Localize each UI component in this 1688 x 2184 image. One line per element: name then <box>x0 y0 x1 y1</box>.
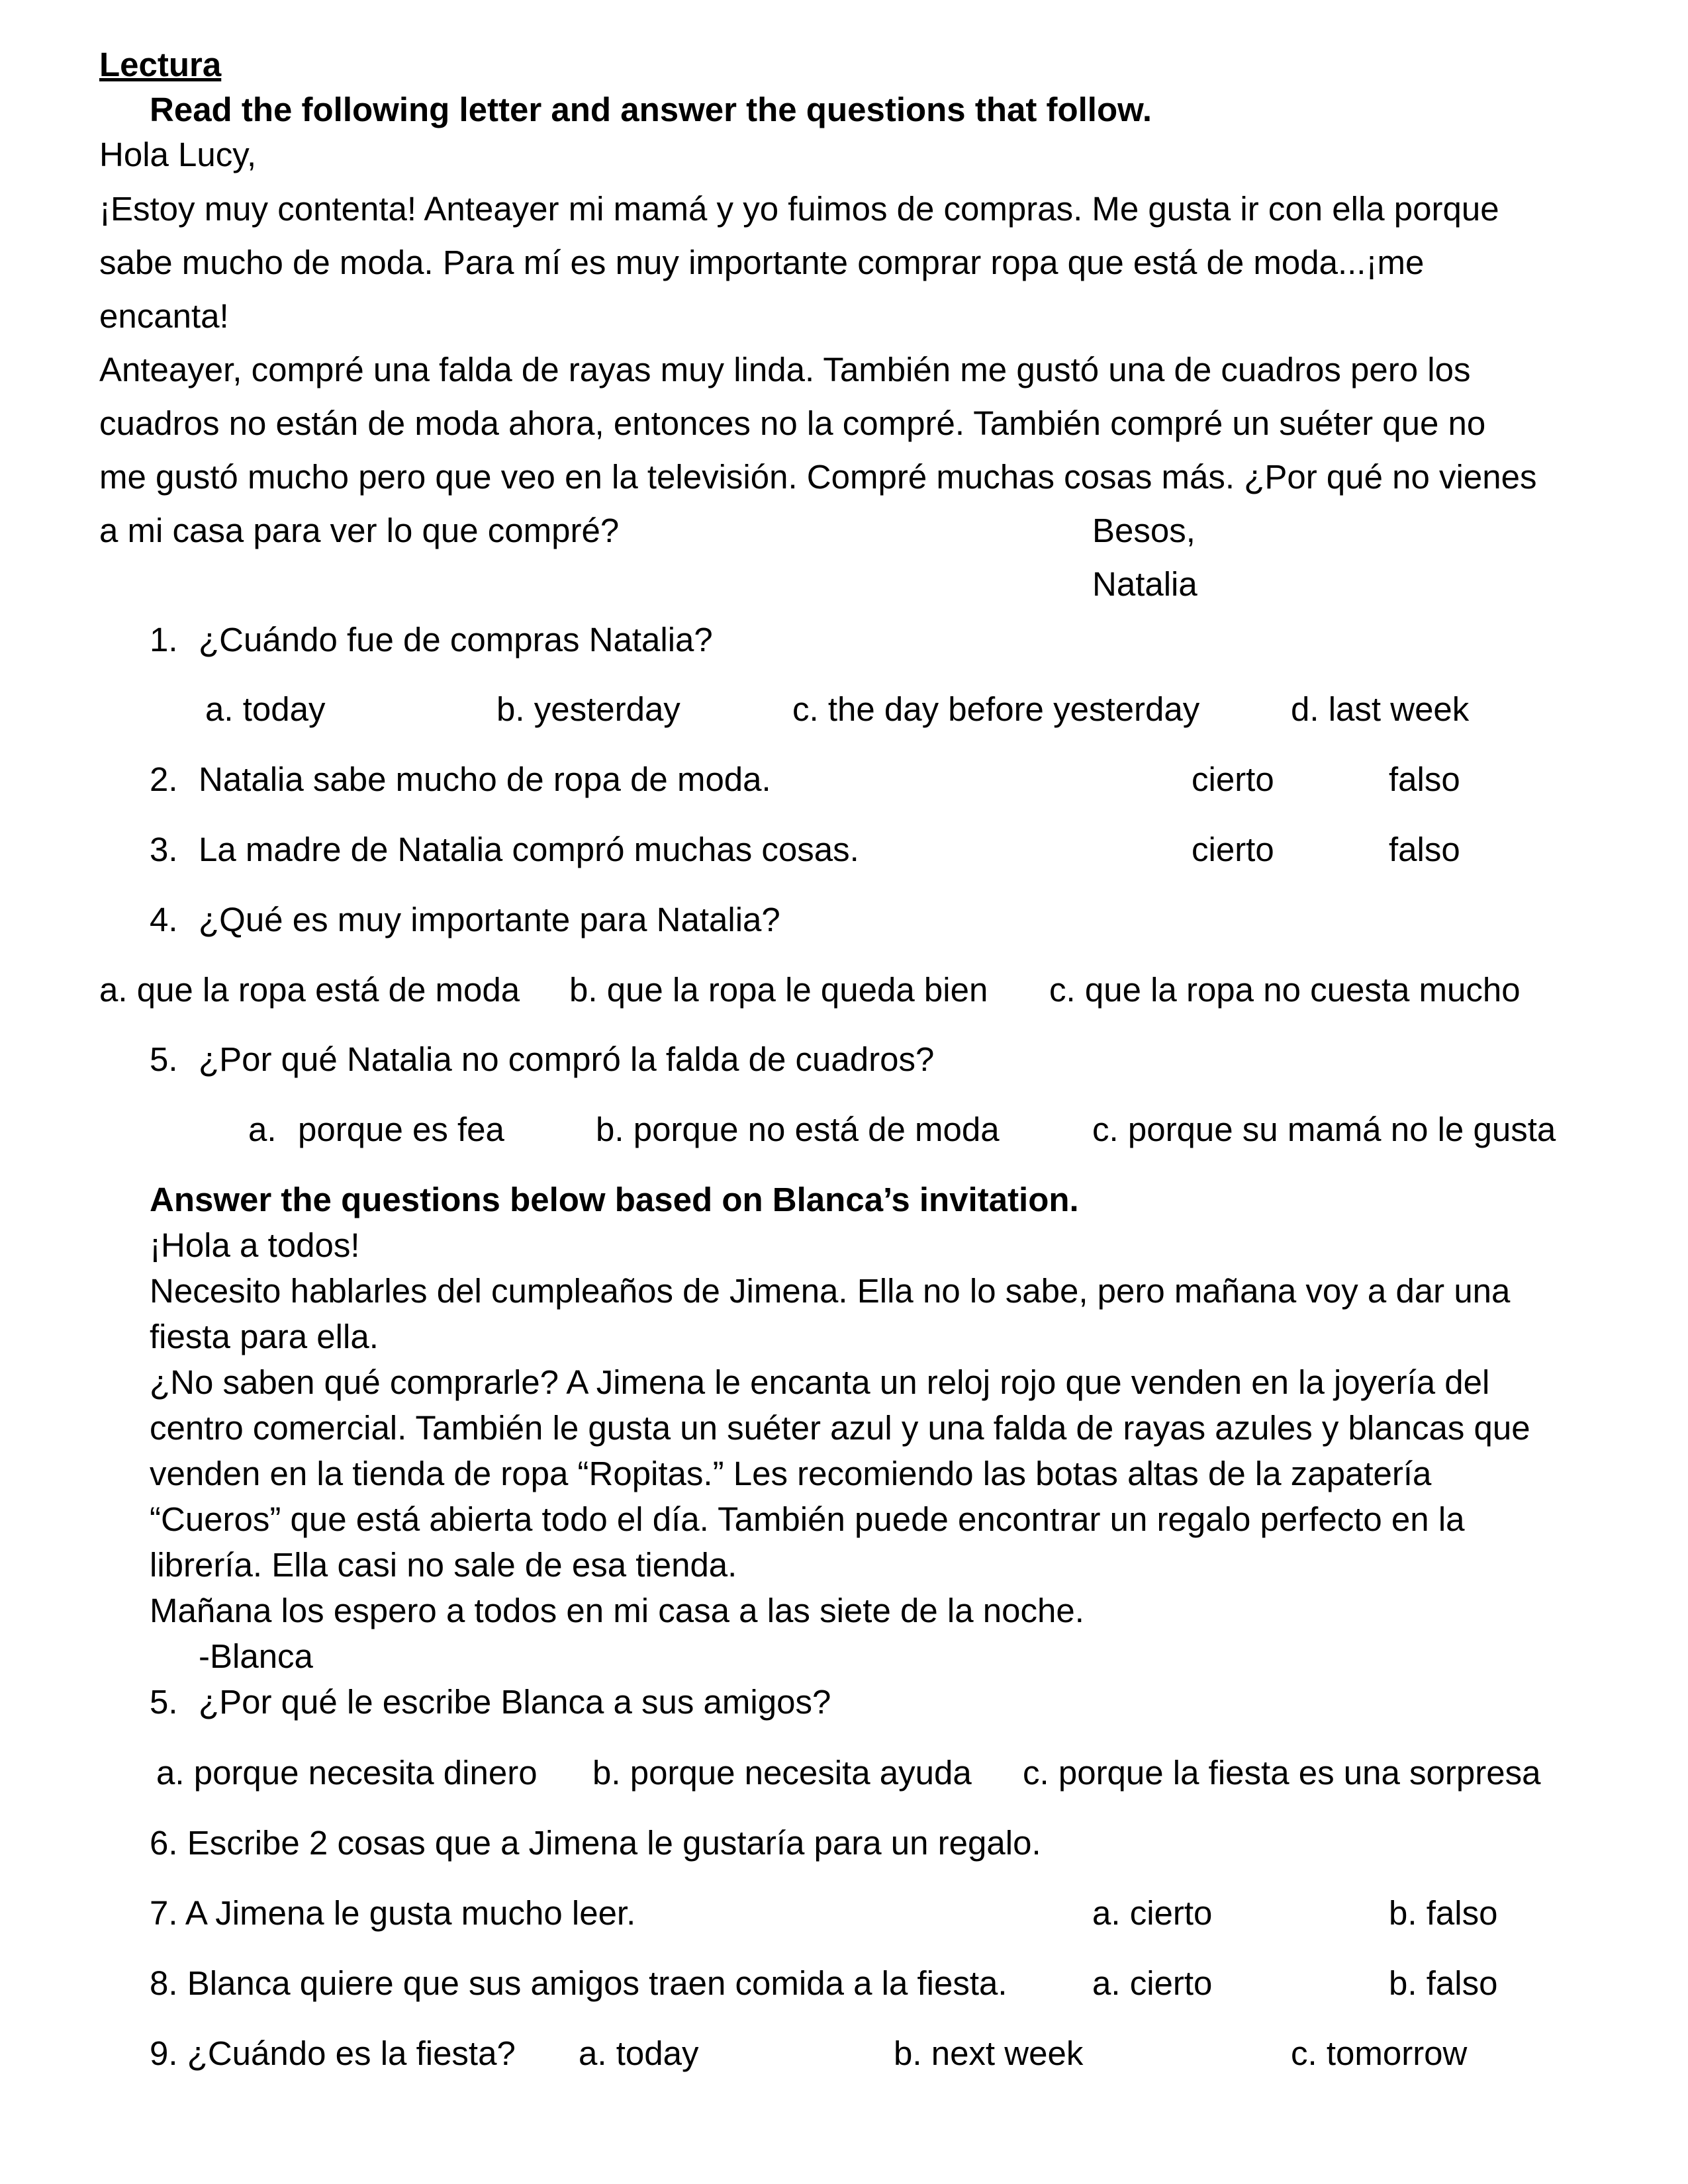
answer-option-letter: a. <box>248 1111 277 1148</box>
answer-option: porque es fea <box>298 1111 504 1148</box>
invitation-line: fiesta para ella. <box>150 1318 379 1355</box>
answer-option: a. cierto <box>1092 1894 1213 1932</box>
answer-option: a. que la ropa está de moda <box>99 971 520 1009</box>
answer-option: c. porque su mamá no le gusta <box>1092 1111 1556 1148</box>
invitation-signature: -Blanca <box>199 1637 313 1675</box>
instruction-letter: Read the following letter and answer the questions that follow. <box>150 91 1152 128</box>
question-text: 6. Escribe 2 cosas que a Jimena le gustaría para un regalo. <box>150 1824 1041 1862</box>
answer-option: b. yesterday <box>496 690 680 728</box>
question-number: 1. <box>150 621 178 659</box>
question-text: ¿Por qué le escribe Blanca a sus amigos? <box>199 1683 831 1721</box>
answer-option: b. falso <box>1389 1894 1498 1932</box>
invitation-line: centro comercial. También le gusta un suéter azul y una falda de rayas azules y blancas que <box>150 1409 1530 1447</box>
answer-option: b. porque necesita ayuda <box>592 1754 972 1792</box>
letter-signature: Natalia <box>1092 565 1197 603</box>
answer-cierto: cierto <box>1192 760 1274 798</box>
invitation-line: Necesito hablarles del cumpleaños de Jimena. Ella no lo sabe, pero mañana voy a dar una <box>150 1272 1511 1310</box>
answer-option: b. porque no está de moda <box>596 1111 1000 1148</box>
answer-option: a. porque necesita dinero <box>156 1754 538 1792</box>
letter-line: me gustó mucho pero que veo en la televisión. Compré muchas cosas más. ¿Por qué no vienes <box>99 458 1537 496</box>
answer-option: a. cierto <box>1092 1964 1213 2002</box>
letter-line: a mi casa para ver lo que compré? <box>99 512 620 549</box>
answer-option: b. next week <box>894 2034 1084 2072</box>
answer-falso: falso <box>1389 831 1460 868</box>
invitation-line: “Cueros” que está abierta todo el día. También puede encontrar un regalo perfecto en la <box>150 1500 1465 1538</box>
question-text: ¿Cuándo fue de compras Natalia? <box>199 621 713 659</box>
question-number: 4. <box>150 901 178 938</box>
answer-option: d. last week <box>1291 690 1470 728</box>
answer-option: a. today <box>205 690 326 728</box>
invitation-line: Mañana los espero a todos en mi casa a las siete de la noche. <box>150 1592 1084 1629</box>
letter-closing: Besos, <box>1092 512 1196 549</box>
invitation-greeting: ¡Hola a todos! <box>150 1226 360 1264</box>
question-number: 3. <box>150 831 178 868</box>
letter-line: cuadros no están de moda ahora, entonces no la compré. También compré un suéter que no <box>99 404 1486 442</box>
question-text: ¿Qué es muy importante para Natalia? <box>199 901 780 938</box>
answer-option: b. que la ropa le queda bien <box>569 971 988 1009</box>
invitation-line: venden en la tienda de ropa “Ropitas.” Les recomiendo las botas altas de la zapatería <box>150 1455 1432 1492</box>
invitation-line: librería. Ella casi no sale de esa tienda. <box>150 1546 737 1584</box>
answer-option: a. today <box>579 2034 699 2072</box>
answer-option: b. falso <box>1389 1964 1498 2002</box>
answer-falso: falso <box>1389 760 1460 798</box>
question-text: 9. ¿Cuándo es la fiesta? <box>150 2034 516 2072</box>
answer-option: c. the day before yesterday <box>792 690 1200 728</box>
letter-line: encanta! <box>99 297 229 335</box>
question-text: Natalia sabe mucho de ropa de moda. <box>199 760 771 798</box>
letter-line: ¡Estoy muy contenta! Anteayer mi mamá y yo fuimos de compras. Me gusta ir con ella porque <box>99 190 1499 228</box>
question-text: 8. Blanca quiere que sus amigos traen comida a la fiesta. <box>150 1964 1008 2002</box>
question-text: La madre de Natalia compró muchas cosas. <box>199 831 859 868</box>
answer-option: c. que la ropa no cuesta mucho <box>1049 971 1521 1009</box>
letter-line: Anteayer, compré una falda de rayas muy linda. También me gustó una de cuadros pero los <box>99 351 1471 388</box>
question-text: ¿Por qué Natalia no compró la falda de cuadros? <box>199 1040 935 1078</box>
letter-line: sabe mucho de moda. Para mí es muy importante comprar ropa que está de moda...¡me <box>99 244 1425 281</box>
question-text: 7. A Jimena le gusta mucho leer. <box>150 1894 636 1932</box>
question-number: 5. <box>150 1040 178 1078</box>
answer-option: c. tomorrow <box>1291 2034 1468 2072</box>
question-number: 2. <box>150 760 178 798</box>
section-heading: Lectura <box>99 46 222 83</box>
instruction-invitation: Answer the questions below based on Blanca’s invitation. <box>150 1181 1079 1218</box>
question-number: 5. <box>150 1683 178 1721</box>
answer-option: c. porque la fiesta es una sorpresa <box>1023 1754 1541 1792</box>
letter-greeting: Hola Lucy, <box>99 136 257 173</box>
answer-cierto: cierto <box>1192 831 1274 868</box>
invitation-line: ¿No saben qué comprarle? A Jimena le encanta un reloj rojo que venden en la joyería del <box>150 1363 1490 1401</box>
